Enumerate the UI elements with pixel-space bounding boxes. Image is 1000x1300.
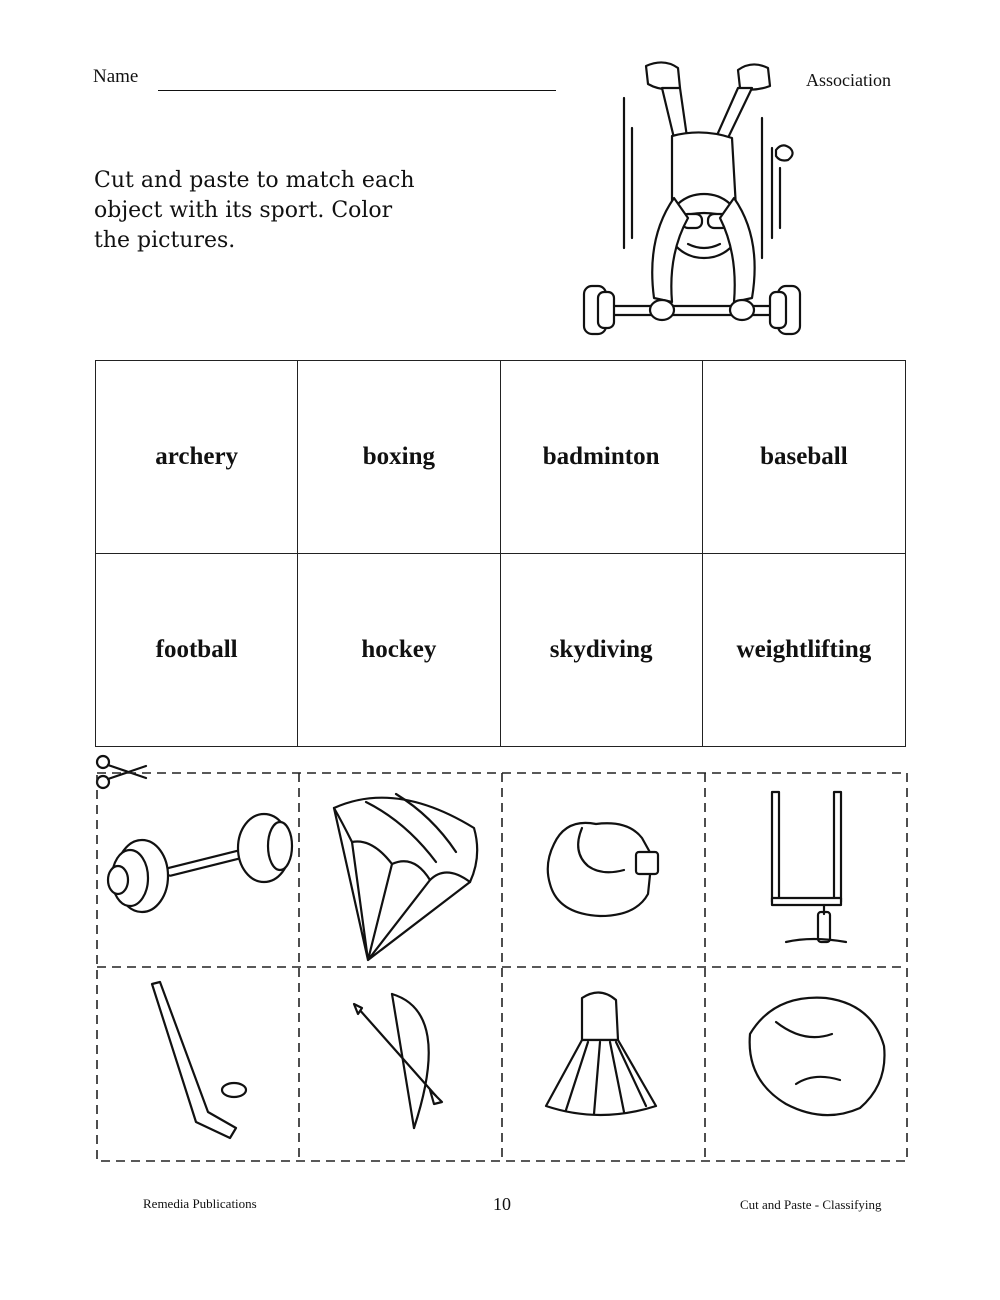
instructions-line: object with its sport. Color [94,198,393,223]
sport-cell-baseball[interactable] [703,361,905,554]
sport-cell-archery[interactable] [96,361,298,554]
barbell-icon[interactable] [108,814,292,912]
sport-cell-hockey[interactable] [298,554,500,747]
sport-label: football [155,635,238,663]
baseball-glove-icon[interactable] [750,998,885,1115]
sport-label: boxing [362,442,435,470]
weightlifter-mascot-icon [576,58,808,354]
sport-cell-weightlifting[interactable] [703,554,905,747]
instructions-line: the pictures. [94,228,236,253]
name-line[interactable] [158,90,556,91]
instructions [94,166,434,256]
sport-label: badminton [542,442,660,470]
sport-label: baseball [760,442,848,470]
shuttlecock-icon[interactable] [546,992,656,1115]
sport-label: skydiving [549,635,653,663]
sport-cell-football[interactable] [96,554,298,747]
category-label: Association [806,70,891,90]
footer-publisher: Remedia Publications [143,1196,257,1211]
instructions-line: Cut and paste to match each [94,168,415,193]
hockey-stick-icon[interactable] [152,982,246,1138]
sport-cell-badminton[interactable] [501,361,703,554]
boxing-glove-icon[interactable] [548,823,658,916]
parachute-icon[interactable] [334,794,477,960]
goalpost-icon[interactable] [772,792,846,942]
name-label: Name [93,66,139,87]
sport-label: hockey [361,635,437,663]
footer-series: Cut and Paste - Classifying [740,1197,882,1212]
sports-table [95,360,906,747]
sport-label: archery [155,442,239,470]
sport-cell-skydiving[interactable] [501,554,703,747]
cutout-grid [96,772,908,1162]
sport-label: weightlifting [736,635,872,663]
footer-page-number: 10 [493,1194,511,1214]
sport-cell-boxing[interactable] [298,361,500,554]
bow-and-arrow-icon[interactable] [354,994,442,1128]
